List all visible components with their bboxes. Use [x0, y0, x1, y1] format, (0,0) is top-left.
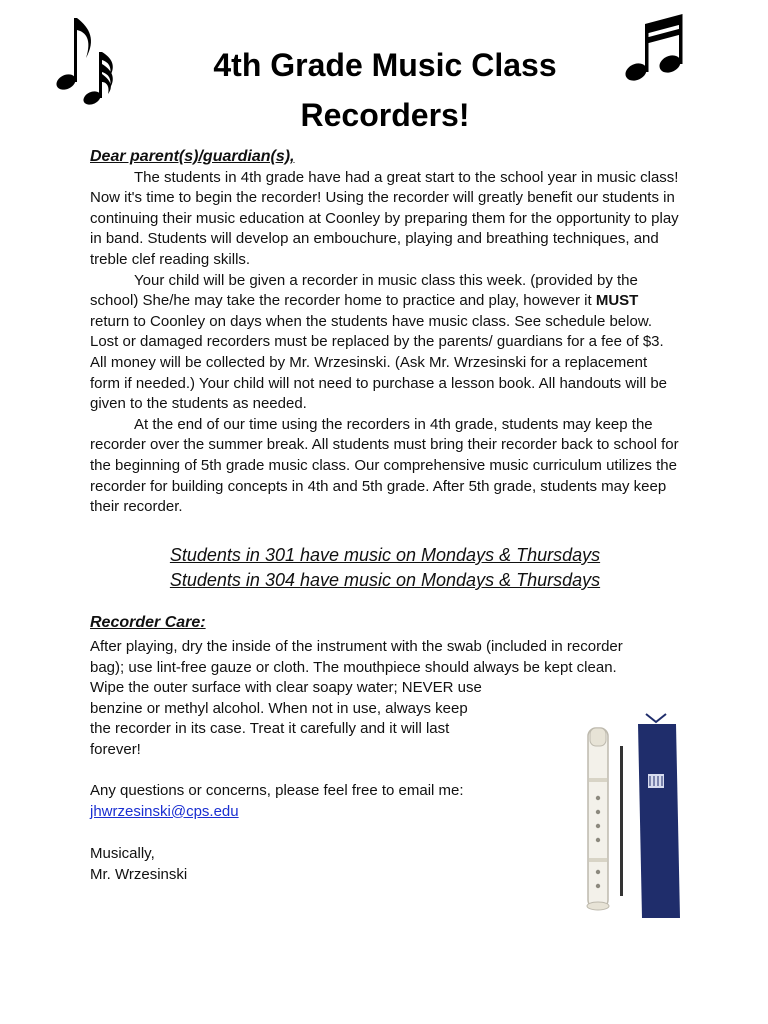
- paragraph-intro: The students in 4th grade have had a great start to the school year in music class! Now it's time to begin the recorder! Using the recorder will greatly benefit our students in continuing their music education at Coonley by preparing them for the opportunity to play in band. Students will develop an embouchure, playing and breathing techniques, and treble clef reading skills.: [90, 168, 679, 268]
- policy-text-1: Your child will be given a recorder in music class this week. (provided by the school) She/he may take the recorder home to practice and play, however it: [90, 271, 638, 310]
- contact-text: Any questions or concerns, please feel free to email me:: [90, 782, 464, 799]
- contact-section: [90, 781, 520, 822]
- recorder-care-heading: Recorder Care:: [90, 614, 206, 631]
- recorder-illustration: [587, 728, 609, 910]
- schedule-line-304: Students in 304 have music on Mondays & Thursdays: [169, 570, 601, 590]
- beamed-eighth-notes-icon: [620, 8, 700, 98]
- email-link[interactable]: jhwrzesinski@cps.edu: [90, 802, 239, 820]
- care-line: Wipe the outer surface with clear soapy water; NEVER use: [90, 679, 482, 697]
- care-line: the recorder in its case. Treat it carefully and it will last: [90, 720, 450, 738]
- recorder-and-bag-picture: [580, 708, 690, 918]
- salutation: Dear parent(s)/guardian(s),: [90, 148, 295, 165]
- page-title: [150, 40, 620, 140]
- care-line: bag); use lint-free gauze or cloth. The mouthpiece should always be kept clean.: [90, 658, 617, 676]
- cleaning-rod: [620, 746, 623, 896]
- schedule-line-301: Students in 301 have music on Mondays & Thursdays: [169, 545, 601, 565]
- letter-body: [90, 147, 680, 518]
- eighth-and-sixteenth-notes-icon: [50, 10, 130, 110]
- care-line: forever!: [90, 740, 141, 758]
- policy-text-2: return to Coonley on days when the students have music class. See schedule below. Lost or damaged recorders must be replaced by the parents/ guardians for a fee of $3. All money will be collected by Mr. Wrzesinski. (Ask Mr. Wrzesinski for a replacement form if needed.) Your child will not need to purchase a lesson book. All handouts will be given to the students as needed.: [90, 312, 668, 413]
- care-line: benzine or methyl alcohol. When not in use, always keep: [90, 699, 468, 717]
- signoff: [90, 844, 187, 885]
- must-emphasis: MUST: [595, 292, 639, 310]
- care-line: After playing, dry the inside of the instrument with the swab (included in recorder: [90, 638, 623, 655]
- paragraph-recorder-policy: [90, 271, 680, 415]
- recorder-bag: [638, 714, 680, 918]
- music-schedule: [100, 543, 670, 593]
- paragraph-end-of-year: At the end of our time using the recorders in 4th grade, students may keep the recorder over the summer break. All students must bring their recorder back to school for the beginning of 5th grade music class. Our comprehensive music curriculum utilizes the recorder for building concepts in 4th and 5th grade. After 5th grade, students may keep their recorder.: [90, 415, 679, 516]
- title-line-1: 4th Grade Music Class: [213, 47, 557, 83]
- title-line-2: Recorders!: [300, 97, 470, 133]
- signature-name: Mr. Wrzesinski: [90, 865, 188, 883]
- closing: Musically,: [90, 845, 155, 862]
